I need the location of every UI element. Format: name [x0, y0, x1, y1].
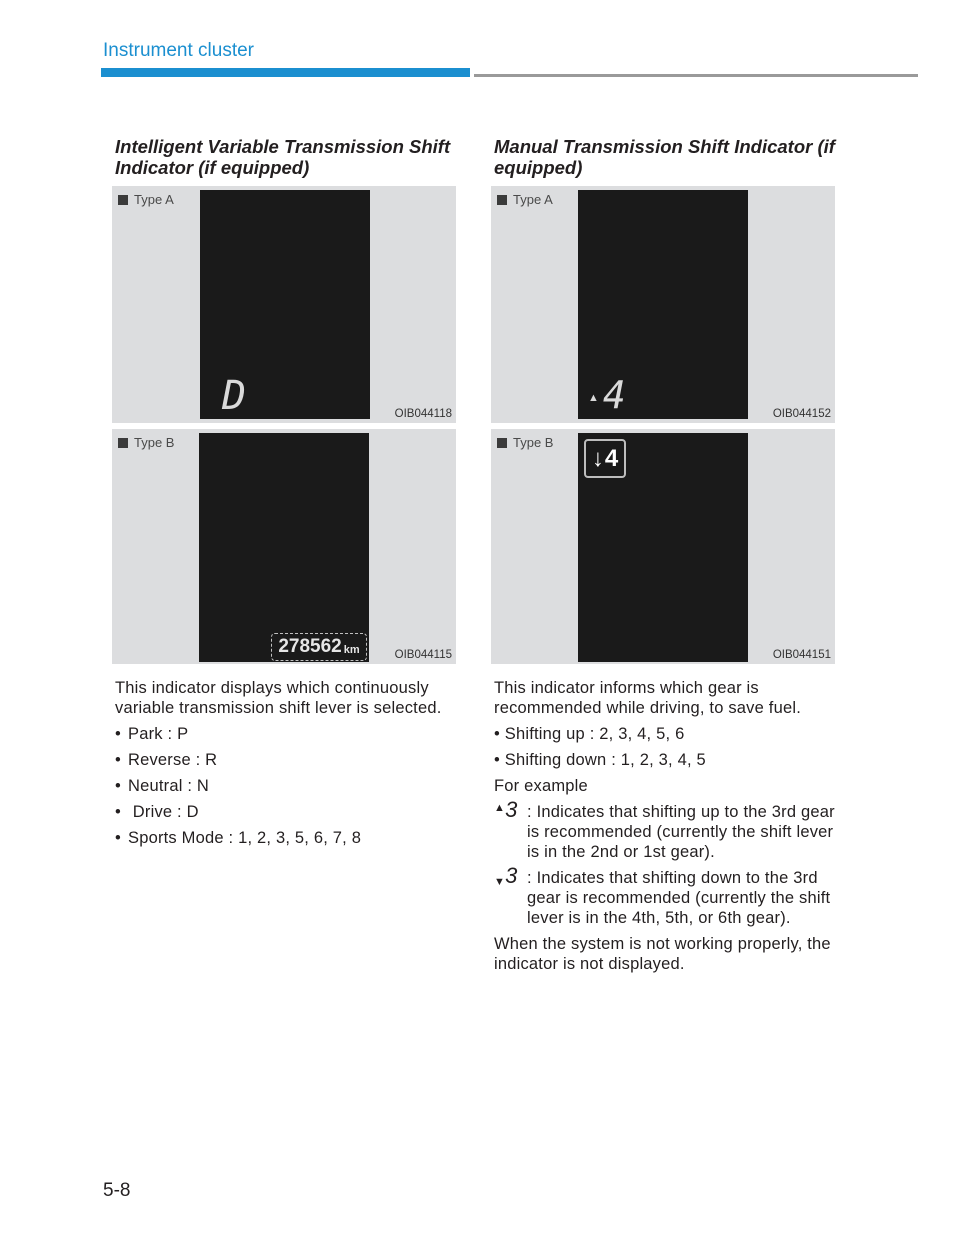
- ivt-body: [112, 678, 460, 848]
- gear-display: D: [222, 373, 246, 419]
- ivt-figure-type-b: [112, 429, 456, 664]
- odometer-display: [271, 633, 367, 661]
- left-column: [112, 136, 460, 854]
- gear-number: 4: [604, 444, 619, 472]
- type-label: [497, 192, 553, 207]
- square-bullet-icon: [497, 438, 507, 448]
- example-label: For example: [494, 777, 588, 795]
- header-rule: [474, 74, 918, 77]
- odometer-value: 278562: [278, 636, 342, 657]
- cluster-screen: [199, 433, 369, 662]
- example-shift-down: [494, 863, 839, 928]
- cluster-screen: [578, 190, 748, 419]
- square-bullet-icon: [118, 438, 128, 448]
- ivt-list: [112, 724, 460, 848]
- cluster-screen: [200, 190, 370, 419]
- ivt-heading: Intelligent Variable Transmission Shift Indicator (if equipped): [115, 136, 451, 178]
- example-icon-digit: 3: [505, 863, 518, 888]
- list-item: • Shifting up : 2, 3, 4, 5, 6: [494, 725, 685, 743]
- type-label-text: Type A: [513, 192, 553, 207]
- mt-figure-type-b: [491, 429, 835, 664]
- example-text: : Indicates that shifting up to the 3rd gear is recommended (currently the shift lever is in the 2nd or 1st gear).: [527, 803, 835, 861]
- type-label: [118, 192, 174, 207]
- figure-code: OIB044152: [772, 408, 831, 420]
- figure-code: OIB044118: [394, 408, 452, 420]
- figure-code: OIB044151: [772, 649, 831, 661]
- type-label-text: Type A: [134, 192, 174, 207]
- page-number: 5-8: [103, 1180, 131, 1201]
- down-arrow-icon: ↓: [591, 444, 604, 472]
- shift-down-3-icon: ▼3: [494, 863, 518, 888]
- example-text: : Indicates that shifting down to the 3rd gear is recommended (currently the shift lever is in the 4th, 5th, or 6th gear).: [527, 869, 831, 927]
- figure-code: OIB044115: [394, 649, 452, 661]
- list-item: • Shifting down : 1, 2, 3, 4, 5: [494, 751, 706, 769]
- mt-heading: Manual Transmission Shift Indicator (if equipped): [494, 136, 835, 178]
- shift-up-indicator: [588, 373, 626, 417]
- closing-text: When the system is not working properly, the indicator is not displayed.: [494, 935, 831, 973]
- list-item: • Park : P: [115, 724, 460, 744]
- list-item: • Sports Mode : 1, 2, 3, 5, 6, 7, 8: [115, 828, 460, 848]
- odometer-unit: km: [343, 643, 360, 656]
- ivt-intro: This indicator displays which continuously variable transmission shift lever is selected.: [115, 679, 442, 717]
- up-triangle-icon: ▲: [588, 392, 599, 404]
- list-item: • Reverse : R: [115, 750, 460, 770]
- list-item: • Neutral : N: [115, 776, 460, 796]
- shift-down-indicator: [584, 439, 626, 478]
- cluster-screen: [578, 433, 748, 662]
- shift-up-3-icon: ▲3: [494, 797, 518, 822]
- mt-intro: This indicator informs which gear is recommended while driving, to save fuel.: [494, 679, 801, 717]
- section-title: Instrument cluster: [103, 40, 254, 61]
- square-bullet-icon: [118, 195, 128, 205]
- right-column: [491, 136, 839, 980]
- example-icon-digit: 3: [505, 797, 518, 822]
- header-rule-accent: [101, 68, 470, 77]
- type-label-text: Type B: [134, 435, 175, 450]
- mt-figure-type-a: [491, 186, 835, 423]
- type-label: [497, 435, 553, 450]
- gear-number: 4: [602, 373, 626, 417]
- ivt-figure-type-a: [112, 186, 456, 423]
- mt-body: [491, 678, 839, 974]
- example-shift-up: [494, 797, 839, 862]
- type-label: [118, 435, 174, 450]
- mt-list: [491, 724, 839, 770]
- list-item: • Drive : D: [115, 802, 460, 822]
- square-bullet-icon: [497, 195, 507, 205]
- type-label-text: Type B: [513, 435, 554, 450]
